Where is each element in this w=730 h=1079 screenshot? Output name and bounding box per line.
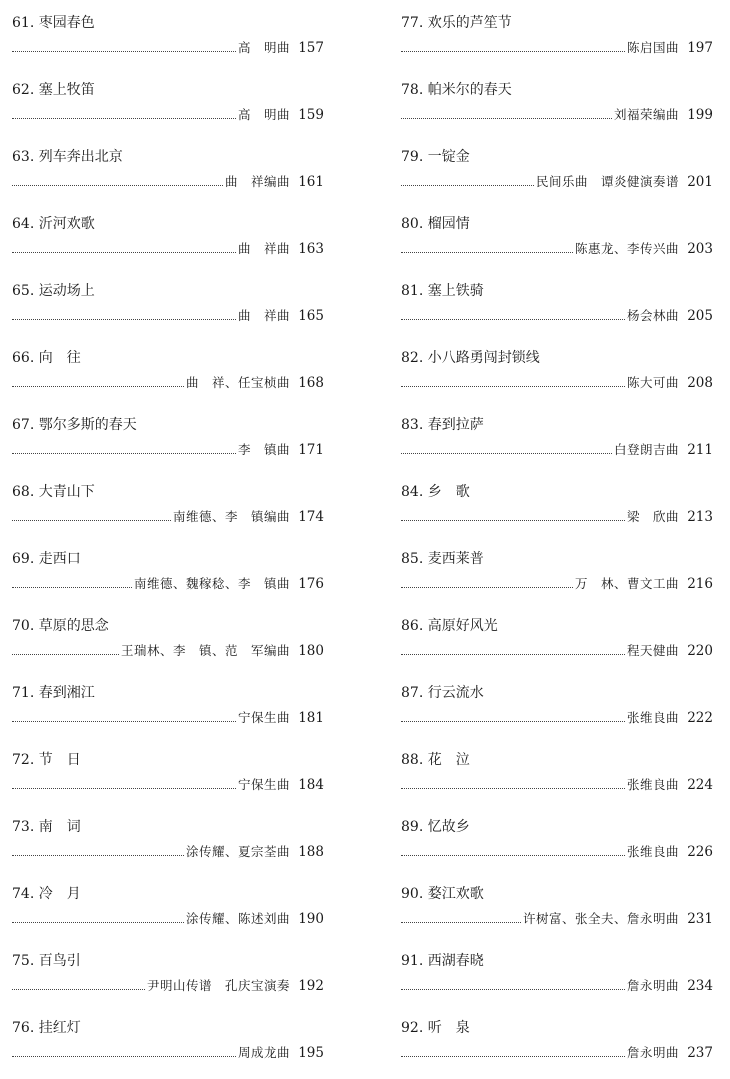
dot-leader (12, 249, 236, 253)
toc-entry[interactable] (401, 349, 713, 409)
entry-page-number: 188 (298, 844, 324, 860)
dot-leader (401, 852, 625, 856)
entry-title: 62. 塞上牧笛 (12, 82, 95, 98)
entry-composer: 涂传耀、夏宗荃曲 (185, 844, 290, 859)
entry-title: 86. 高原好风光 (401, 618, 498, 634)
toc-entry[interactable] (12, 14, 324, 74)
toc-entry[interactable] (401, 952, 713, 1012)
entry-composer: 张维良曲 (626, 844, 679, 859)
toc-entry[interactable] (12, 1019, 324, 1079)
entry-composer: 尹明山传谱 孔庆宝演奏 (146, 978, 290, 993)
entry-composer: 南维德、魏稼稔、李 镇曲 (133, 576, 290, 591)
entry-title: 83. 春到拉萨 (401, 417, 484, 433)
entry-page-number: 159 (298, 107, 324, 123)
toc-entry[interactable] (401, 483, 713, 543)
entry-title: 90. 婺江欢歌 (401, 886, 484, 902)
dot-leader (12, 1053, 236, 1057)
entry-composer: 宁保生曲 (237, 777, 290, 792)
entry-title: 81. 塞上铁骑 (401, 283, 484, 299)
entry-page-number: 220 (687, 643, 713, 659)
entry-composer: 涂传耀、陈述刘曲 (185, 911, 290, 926)
entry-composer: 刘福荣编曲 (613, 107, 679, 122)
entry-page-number: 216 (687, 576, 713, 592)
entry-composer: 万 林、曹文工曲 (574, 576, 679, 591)
entry-title: 71. 春到湘江 (12, 685, 95, 701)
entry-title: 88. 花 泣 (401, 752, 470, 768)
entry-title: 72. 节 日 (12, 752, 81, 768)
toc-entry[interactable] (401, 81, 713, 141)
entry-composer: 许树富、张全夫、詹永明曲 (522, 911, 679, 926)
entry-page-number: 168 (298, 375, 324, 391)
entry-page-number: 226 (687, 844, 713, 860)
entry-composer: 程天健曲 (626, 643, 679, 658)
entry-title: 79. 一锭金 (401, 149, 470, 165)
entry-composer: 曲 祥、任宝桢曲 (185, 375, 290, 390)
toc-entry[interactable] (12, 81, 324, 141)
dot-leader (12, 651, 119, 655)
toc-entry[interactable] (12, 416, 324, 476)
entry-page-number: 171 (298, 442, 324, 458)
toc-entry[interactable] (401, 617, 713, 677)
dot-leader (401, 584, 573, 588)
entry-composer: 梁 欣曲 (626, 509, 679, 524)
dot-leader (12, 517, 171, 521)
dot-leader (401, 48, 625, 52)
entry-composer: 宁保生曲 (237, 710, 290, 725)
toc-entry[interactable] (12, 483, 324, 543)
toc-entry[interactable] (12, 550, 324, 610)
entry-page-number: 234 (687, 978, 713, 994)
entry-title: 67. 鄂尔多斯的春天 (12, 417, 137, 433)
toc-entry[interactable] (401, 282, 713, 342)
dot-leader (12, 718, 236, 722)
dot-leader (12, 316, 236, 320)
entry-page-number: 161 (298, 174, 324, 190)
dot-leader (12, 182, 223, 186)
dot-leader (12, 115, 236, 119)
entry-page-number: 184 (298, 777, 324, 793)
entry-composer: 高 明曲 (237, 107, 290, 122)
entry-title: 92. 听 泉 (401, 1020, 470, 1036)
toc-entry[interactable] (401, 818, 713, 878)
toc-entry[interactable] (401, 416, 713, 476)
entry-composer: 曲 祥曲 (237, 308, 290, 323)
entry-composer: 詹永明曲 (626, 978, 679, 993)
entry-page-number: 201 (687, 174, 713, 190)
entry-title: 74. 冷 月 (12, 886, 81, 902)
dot-leader (401, 182, 534, 186)
dot-leader (12, 785, 236, 789)
entry-page-number: 208 (687, 375, 713, 391)
entry-title: 85. 麦西莱普 (401, 551, 484, 567)
entry-page-number: 195 (298, 1045, 324, 1061)
entry-composer: 王瑞林、李 镇、范 军编曲 (120, 643, 290, 658)
entry-title: 78. 帕米尔的春天 (401, 82, 512, 98)
entry-composer: 张维良曲 (626, 777, 679, 792)
dot-leader (401, 383, 625, 387)
dot-leader (12, 852, 184, 856)
entry-composer: 陈惠龙、李传兴曲 (574, 241, 679, 256)
entry-composer: 李 镇曲 (237, 442, 290, 457)
dot-leader (401, 249, 573, 253)
entry-title: 65. 运动场上 (12, 283, 95, 299)
entry-composer: 周成龙曲 (237, 1045, 290, 1060)
entry-composer: 杨会林曲 (626, 308, 679, 323)
dot-leader (401, 316, 625, 320)
entry-page-number: 165 (298, 308, 324, 324)
entry-title: 91. 西湖春晓 (401, 953, 484, 969)
dot-leader (401, 785, 625, 789)
entry-composer: 陈大可曲 (626, 375, 679, 390)
entry-title: 66. 向 往 (12, 350, 81, 366)
entry-page-number: 199 (687, 107, 713, 123)
dot-leader (12, 919, 184, 923)
dot-leader (12, 450, 236, 454)
entry-page-number: 231 (687, 911, 713, 927)
toc-entry[interactable] (12, 818, 324, 878)
dot-leader (12, 986, 145, 990)
toc-entry[interactable] (401, 215, 713, 275)
entry-page-number: 203 (687, 241, 713, 257)
entry-composer: 白登朗吉曲 (613, 442, 679, 457)
entry-title: 87. 行云流水 (401, 685, 484, 701)
entry-composer: 南维德、李 镇编曲 (172, 509, 290, 524)
toc-entry[interactable] (12, 952, 324, 1012)
entry-page-number: 192 (298, 978, 324, 994)
entry-title: 77. 欢乐的芦笙节 (401, 15, 512, 31)
toc-entry[interactable] (12, 885, 324, 945)
entry-title: 80. 榴园情 (401, 216, 470, 232)
toc-entry[interactable] (401, 684, 713, 744)
toc-entry[interactable] (12, 349, 324, 409)
toc-entry[interactable] (401, 1019, 713, 1079)
entry-page-number: 213 (687, 509, 713, 525)
entry-page-number: 174 (298, 509, 324, 525)
toc-entry[interactable] (401, 550, 713, 610)
entry-composer: 陈启国曲 (626, 40, 679, 55)
entry-page-number: 222 (687, 710, 713, 726)
entry-page-number: 197 (687, 40, 713, 56)
dot-leader (401, 919, 521, 923)
entry-composer: 詹永明曲 (626, 1045, 679, 1060)
entry-page-number: 181 (298, 710, 324, 726)
entry-page-number: 237 (687, 1045, 713, 1061)
entry-title: 68. 大青山下 (12, 484, 95, 500)
entry-page-number: 176 (298, 576, 324, 592)
dot-leader (401, 450, 612, 454)
entry-page-number: 211 (687, 442, 713, 458)
entry-composer: 民间乐曲 谭炎健演奏谱 (535, 174, 679, 189)
entry-title: 70. 草原的思念 (12, 618, 109, 634)
entry-title: 64. 沂河欢歌 (12, 216, 95, 232)
dot-leader (12, 383, 184, 387)
dot-leader (401, 517, 625, 521)
entry-title: 73. 南 词 (12, 819, 81, 835)
toc-entry[interactable] (12, 148, 324, 208)
toc-entry[interactable] (12, 617, 324, 677)
entry-composer: 张维良曲 (626, 710, 679, 725)
entry-composer: 曲 祥编曲 (224, 174, 290, 189)
toc-entry[interactable] (401, 751, 713, 811)
dot-leader (401, 718, 625, 722)
entry-page-number: 190 (298, 911, 324, 927)
toc-entry[interactable] (12, 282, 324, 342)
entry-title: 61. 枣园春色 (12, 15, 95, 31)
entry-title: 82. 小八路勇闯封锁线 (401, 350, 540, 366)
entry-page-number: 163 (298, 241, 324, 257)
dot-leader (401, 1053, 625, 1057)
entry-composer: 曲 祥曲 (237, 241, 290, 256)
toc-entry[interactable] (401, 885, 713, 945)
dot-leader (12, 48, 236, 52)
entry-title: 76. 挂红灯 (12, 1020, 81, 1036)
entry-title: 75. 百鸟引 (12, 953, 81, 969)
toc-entry[interactable] (401, 14, 713, 74)
dot-leader (12, 584, 132, 588)
entry-page-number: 205 (687, 308, 713, 324)
dot-leader (401, 986, 625, 990)
dot-leader (401, 115, 612, 119)
entry-title: 89. 忆故乡 (401, 819, 470, 835)
dot-leader (401, 651, 625, 655)
entry-page-number: 157 (298, 40, 324, 56)
entry-title: 69. 走西口 (12, 551, 81, 567)
toc-entry[interactable] (401, 148, 713, 208)
toc-entry[interactable] (12, 751, 324, 811)
entry-title: 84. 乡 歌 (401, 484, 470, 500)
toc-entry[interactable] (12, 215, 324, 275)
entry-page-number: 180 (298, 643, 324, 659)
entry-composer: 高 明曲 (237, 40, 290, 55)
toc-entry[interactable] (12, 684, 324, 744)
entry-page-number: 224 (687, 777, 713, 793)
entry-title: 63. 列车奔出北京 (12, 149, 123, 165)
